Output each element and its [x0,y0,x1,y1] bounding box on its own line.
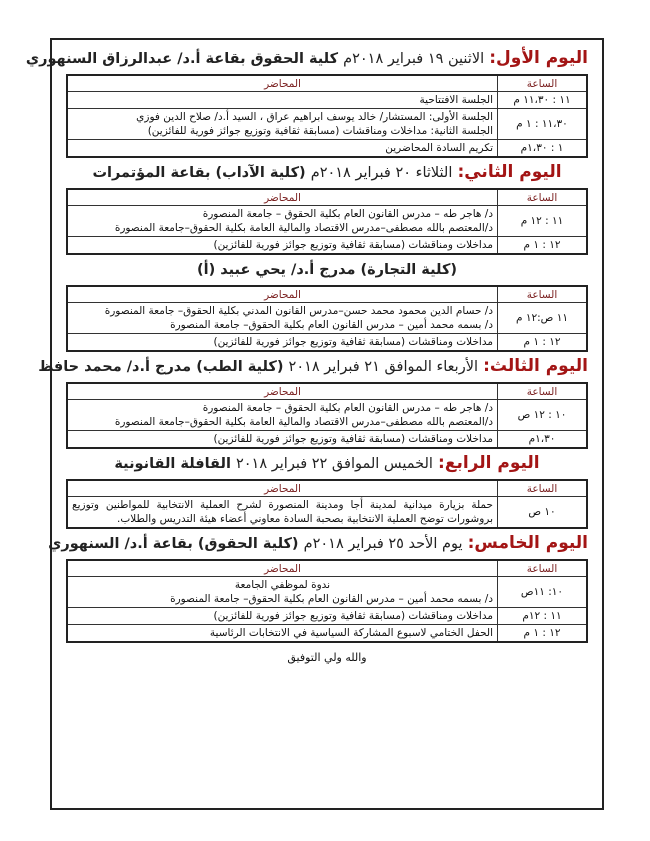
session-line: الحفل الختامي لاسبوع المشاركة السياسية في الانتخابات الرئاسية [209,627,493,639]
session-details [67,140,498,158]
table-row [67,237,587,255]
session-time: ١١ : ١٢ م [498,206,588,237]
session-details [67,237,498,255]
session-time: ١٠ : ١٢ ص [498,400,588,431]
day-label: اليوم الخامس: [467,533,588,553]
session-line: ندوة لموظفي الجامعة [234,579,331,591]
session-details [67,206,498,237]
schedule-table [66,559,588,643]
session-line: حملة بزيارة ميدانية لمدينة أجا ومدينة المنصورة لشرح العملية الانتخابية للمواطنين وتوزيع بروشورات توضح العملية الانتخابية بصحبة السادة معاوني أعضاء هيئة التدريس والطلاب. [72,499,493,525]
table-row [67,334,587,352]
table-row [67,206,587,237]
session-details [67,92,498,109]
day-place: (كلية الحقوق) بقاعة أ.د/ السنهوري [48,536,299,552]
session-details [67,431,498,449]
time-header: الساعة [498,189,588,206]
day-date: الخميس الموافق ٢٢ فبراير ٢٠١٨ [235,456,433,472]
table-row [67,577,587,608]
session-details [67,109,498,140]
day-label: اليوم الثالث: [483,356,588,376]
schedule-page [25,38,604,810]
time-header: الساعة [498,75,588,92]
session-line: د/ هاجر طه – مدرس القانون العام بكلية الحقوق – جامعة المنصورة [202,208,493,220]
day-date: الأربعاء الموافق ٢١ فبراير ٢٠١٨ [288,359,479,375]
schedule-table [66,188,588,255]
session-line: مداخلات ومناقشات (مسابقة ثقافية وتوزيع جوائز فورية للفائزين) [213,610,493,622]
session-time: ١٢ : ١ م [498,237,588,255]
session-line: مداخلات ومناقشات (مسابقة ثقافية وتوزيع جوائز فورية للفائزين) [213,239,493,251]
table-row [67,109,587,140]
session-details [67,303,498,334]
session-line: د/ حسام الدين محمود محمد حسن–مدرس القانون المدني بكلية الحقوق– جامعة المنصورة [104,305,493,317]
session-details [67,497,498,529]
lecturer-header: المحاضر [67,480,498,497]
session-time: ١٠ ص [498,497,588,529]
day-label: اليوم الرابع: [438,453,540,473]
day-title [25,48,588,68]
schedule-table [66,74,588,158]
session-details [67,334,498,352]
session-line: د/ بسمه محمد أمين – مدرس القانون العام بكلية الحقوق– جامعة المنصورة [170,593,493,605]
day-title [48,533,588,553]
session-details [67,577,498,608]
schedule-table [66,285,588,352]
session-line: الجلسة الأولى: المستشار/ خالد يوسف ابراهيم عراق ، السيد أ.د/ صلاح الدين فوزي [136,111,493,123]
time-header: الساعة [498,480,588,497]
lecturer-header: المحاضر [67,383,498,400]
session-time: ١١،٣٠ : ١ م [498,109,588,140]
session-details [67,625,498,643]
schedule-table [66,479,588,529]
session-line: الجلسة الافتتاحية [419,94,493,106]
table-header-row [67,75,587,92]
session-line: د/المعتصم بالله مصطفى–مدرس الاقتصاد والمالية العامة بكلية الحقوق–جامعة المنصورة [114,416,493,428]
day-title [66,453,588,473]
lecturer-header: المحاضر [67,189,498,206]
table-row [67,400,587,431]
table-header-row [67,189,587,206]
session-details [67,608,498,625]
session-line: د/ هاجر طه – مدرس القانون العام بكلية الحقوق – جامعة المنصورة [202,402,493,414]
session-line: مداخلات ومناقشات (مسابقة ثقافية وتوزيع جوائز فورية للفائزين) [213,433,493,445]
day-date: يوم الأحد ٢٥ فبراير ٢٠١٨م [303,536,463,552]
table-row [67,303,587,334]
time-header: الساعة [498,383,588,400]
table-row [67,497,587,529]
table-row [67,431,587,449]
table-row [67,608,587,625]
session-time: ١،٣٠م [498,431,588,449]
day-label: اليوم الأول: [489,48,588,68]
session-time: ١ : ١،٣٠م [498,140,588,158]
day-place: (كلية الطب) مدرج أ.د/ محمد حافظ [38,359,284,375]
table-row [67,625,587,643]
session-time: ١١ : ١٢م [498,608,588,625]
day-label: اليوم الثاني: [457,162,562,182]
session-line: د/ بسمه محمد أمين – مدرس القانون العام بكلية الحقوق– جامعة المنصورة [170,319,493,331]
session-line: د/المعتصم بالله مصطفى–مدرس الاقتصاد والمالية العامة بكلية الحقوق–جامعة المنصورة [114,222,493,234]
session-time: ١٢ : ١ م [498,625,588,643]
session-line: تكريم السادة المحاضرين [385,142,493,154]
time-header: الساعة [498,560,588,577]
session-line: الجلسة الثانية: مداخلات ومناقشات (مسابقة ثقافية وتوزيع جوائز فورية للفائزين) [147,125,493,137]
session-details [67,400,498,431]
session-time: ١١ : ١١،٣٠ م [498,92,588,109]
table-header-row [67,286,587,303]
day-place: القافلة القانونية [114,456,231,472]
table-row [67,92,587,109]
schedule-table [66,382,588,449]
table-header-row [67,480,587,497]
lecturer-header: المحاضر [67,560,498,577]
table-header-row [67,383,587,400]
session-time: ١٠: ١١ص [498,577,588,608]
day-place: (كلية الآداب) بقاعة المؤتمرات [92,165,306,181]
closing-text: والله ولي التوفيق [287,651,367,664]
day-date: الاثنين ١٩ فبراير ٢٠١٨م [343,51,485,67]
day-title [38,356,588,376]
session-line: مداخلات ومناقشات (مسابقة ثقافية وتوزيع جوائز فورية للفائزين) [213,336,493,348]
day-date: الثلاثاء ٢٠ فبراير ٢٠١٨م [310,165,453,181]
table-row [67,140,587,158]
day-place: كلية الحقوق بقاعة أ.د/ عبدالرزاق السنهوري [25,51,339,67]
table-header-row [67,560,587,577]
lecturer-header: المحاضر [67,286,498,303]
time-header: الساعة [498,286,588,303]
day-title [66,259,588,279]
session-time: ١٢ : ١ م [498,334,588,352]
day-place: (كلية التجارة) مدرج أ.د/ يحي عبيد (أ) [196,262,458,278]
session-time: ١١ ص:١٢ م [498,303,588,334]
day-title [66,162,588,182]
lecturer-header: المحاضر [67,75,498,92]
